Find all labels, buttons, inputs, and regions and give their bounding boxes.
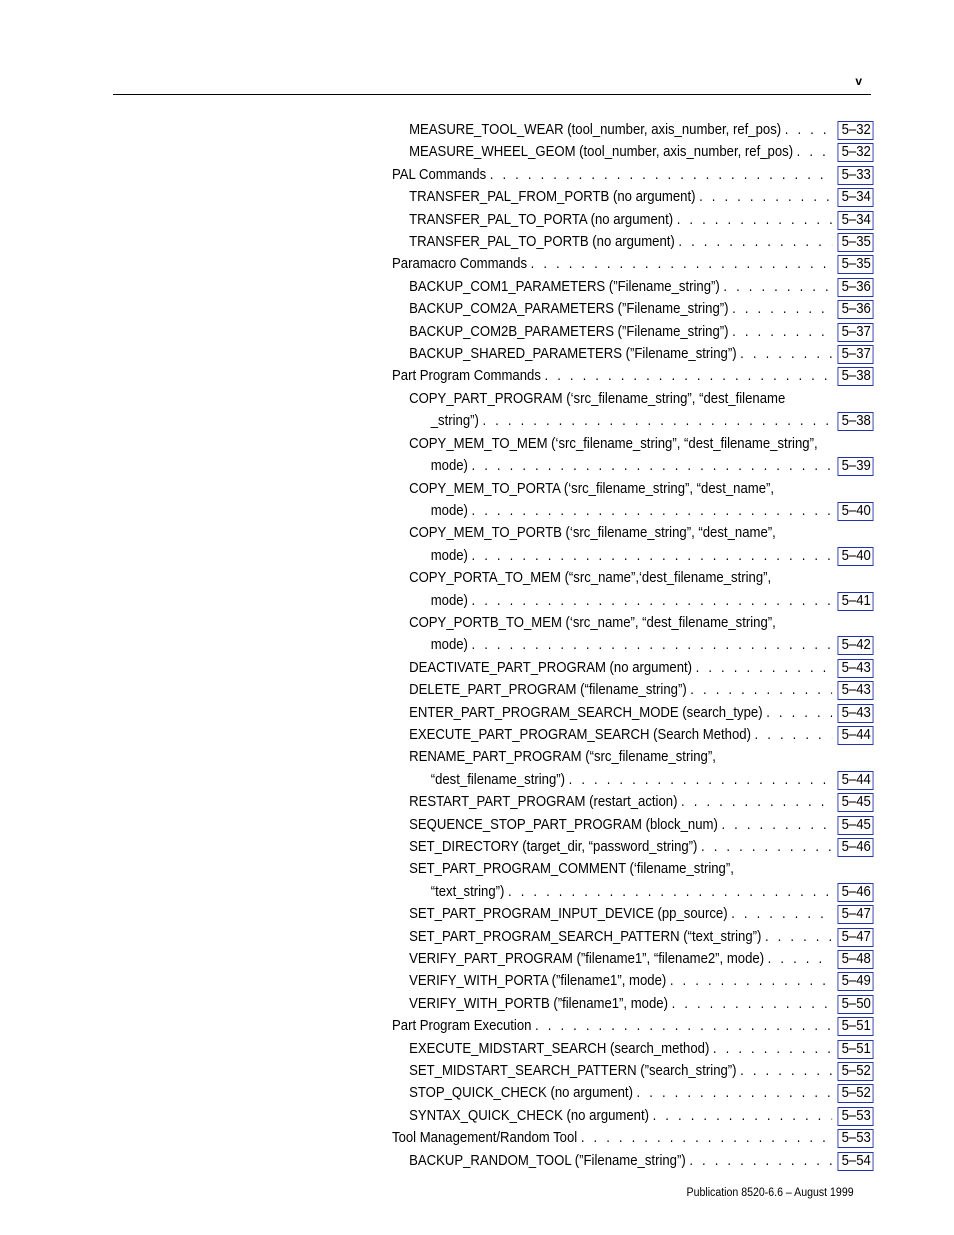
dot-leader [732, 298, 832, 320]
dot-leader [677, 209, 832, 231]
dot-leader [472, 455, 833, 477]
toc-entry-title: TRANSFER_PAL_TO_PORTB (no argument) [409, 234, 675, 251]
toc-entry-title: mode) [430, 502, 468, 519]
toc-entry-title: SET_PART_PROGRAM_SEARCH_PATTERN (“text_string”) [409, 928, 762, 945]
page-link[interactable]: 5–36 [838, 278, 874, 297]
dot-leader [672, 993, 833, 1015]
toc-entry[interactable] [392, 567, 874, 612]
dot-leader [482, 410, 832, 432]
dot-leader [713, 1038, 832, 1060]
page-link[interactable]: 5–43 [838, 704, 874, 723]
toc-entry-title: MEASURE_WHEEL_GEOM (tool_number, axis_number, ref_pos) [409, 144, 794, 161]
page-link[interactable]: 5–32 [838, 143, 874, 162]
toc-entry-title: COPY_MEM_TO_PORTB (‘src_filename_string”, “dest_name”, [409, 525, 776, 542]
dot-leader [581, 1127, 832, 1149]
dot-leader [765, 926, 832, 948]
toc-entry-title: SET_DIRECTORY (target_dir, “password_string”) [409, 839, 698, 855]
toc-entry-title: DELETE_PART_PROGRAM (“filename_string”) [409, 682, 687, 699]
toc-entry-title: “dest_filename_string”) [430, 771, 566, 788]
toc-entry[interactable] [392, 1150, 874, 1172]
toc-entry[interactable] [392, 433, 874, 478]
dot-leader [678, 231, 832, 253]
dot-leader [472, 545, 833, 567]
toc-entry-title: BACKUP_COM2A_PARAMETERS (”Filename_string”) [409, 301, 729, 318]
page-link[interactable]: 5–43 [838, 681, 874, 700]
dot-leader [690, 679, 832, 701]
toc-entry[interactable] [392, 321, 874, 343]
toc-entry-title: EXECUTE_MIDSTART_SEARCH (search_method) [409, 1040, 710, 1057]
toc-entry-title: VERIFY_WITH_PORTA (”filename1”, mode) [409, 973, 667, 990]
toc-entry[interactable] [392, 970, 874, 992]
toc-entry[interactable] [392, 1082, 874, 1104]
toc-entry-title: ENTER_PART_PROGRAM_SEARCH_MODE (search_type) [409, 704, 763, 721]
toc-entry[interactable] [392, 478, 874, 523]
toc-entry[interactable] [392, 1105, 874, 1127]
toc-entry[interactable] [392, 1060, 874, 1082]
page-link[interactable]: 5–32 [838, 121, 874, 140]
dot-leader [472, 590, 833, 612]
page-link[interactable]: 5–51 [838, 1017, 874, 1036]
toc-entry-title: Part Program Execution [392, 1018, 532, 1035]
toc-entry[interactable] [392, 746, 874, 791]
dot-leader [689, 1150, 832, 1172]
page-link[interactable]: 5–49 [838, 972, 874, 991]
page-link[interactable]: 5–47 [838, 928, 874, 947]
dot-leader [472, 500, 833, 522]
toc-entry-title: TRANSFER_PAL_TO_PORTA (no argument) [409, 211, 674, 228]
toc-entry[interactable] [392, 141, 874, 163]
page-link[interactable]: 5–48 [838, 950, 874, 969]
toc-entry-title: SYNTAX_QUICK_CHECK (no argument) [409, 1107, 650, 1124]
toc-entry[interactable] [392, 253, 874, 275]
dot-leader [696, 657, 832, 679]
page-link[interactable]: 5–40 [838, 502, 874, 521]
dot-leader [545, 365, 833, 387]
toc-entry[interactable] [392, 791, 874, 813]
toc-entry[interactable] [392, 858, 874, 903]
toc-entry[interactable] [392, 948, 874, 970]
toc-entry-title: BACKUP_RANDOM_TOOL (”Filename_string”) [409, 1152, 686, 1169]
page-link[interactable]: 5–45 [838, 793, 874, 812]
toc-entry[interactable] [392, 993, 874, 1015]
page-number: v [855, 74, 862, 88]
dot-leader [721, 814, 832, 836]
toc-entry-title: COPY_MEM_TO_PORTA (‘src_filename_string”, “dest_name”, [409, 480, 775, 497]
page-link[interactable]: 5–47 [838, 905, 874, 924]
header-rule [113, 94, 871, 95]
dot-leader [740, 343, 832, 365]
page-link[interactable]: 5–53 [838, 1107, 874, 1126]
toc-entry[interactable] [392, 814, 874, 836]
toc-entry-title: mode) [430, 592, 468, 609]
toc-entry-title: COPY_PORTA_TO_MEM (“src_name”,‘dest_filename_string”, [409, 570, 772, 587]
dot-leader [732, 321, 832, 343]
dot-leader [768, 948, 832, 970]
publication-footer: Publication 8520-6.6 – August 1999 [686, 1187, 854, 1199]
toc-entry[interactable] [392, 1038, 874, 1060]
page-link[interactable]: 5–54 [838, 1152, 874, 1171]
page-link[interactable]: 5–45 [838, 816, 874, 835]
toc-entry[interactable] [392, 926, 874, 948]
toc-entry[interactable] [392, 1015, 874, 1037]
toc-entry[interactable] [392, 231, 874, 253]
dot-leader [723, 276, 832, 298]
page-link[interactable]: 5–44 [838, 771, 874, 790]
toc-entry-title: PAL Commands [392, 166, 487, 183]
toc-entry[interactable] [392, 164, 874, 186]
toc-entry-title: SET_PART_PROGRAM_COMMENT (‘filename_string”, [409, 861, 734, 878]
toc-entry[interactable] [392, 612, 874, 657]
page-link[interactable]: 5–41 [838, 592, 874, 611]
toc-entry[interactable] [392, 836, 874, 858]
page-link[interactable]: 5–33 [838, 166, 874, 185]
toc-entry-title: mode) [430, 458, 468, 475]
dot-leader [701, 836, 832, 858]
page-link[interactable]: 5–35 [838, 233, 874, 252]
toc-entry[interactable] [392, 903, 874, 925]
toc-entry[interactable] [392, 209, 874, 231]
toc-entry-title: DEACTIVATE_PART_PROGRAM (no argument) [409, 659, 693, 676]
toc-entry-title: BACKUP_COM1_PARAMETERS (”Filename_string”) [409, 278, 720, 295]
page-link[interactable]: 5–43 [838, 659, 874, 678]
dot-leader [755, 724, 833, 746]
toc-entry[interactable] [392, 119, 874, 141]
dot-leader [508, 881, 832, 903]
toc-entry[interactable] [392, 724, 874, 746]
page-link[interactable]: 5–39 [838, 457, 874, 476]
page-link[interactable]: 5–46 [838, 883, 874, 902]
toc-entry-title: COPY_PART_PROGRAM (‘src_filename_string”, “dest_filename [409, 390, 786, 407]
page-link[interactable]: 5–44 [838, 726, 874, 745]
toc-entry-title: Part Program Commands [392, 368, 541, 385]
toc-entry-title: RESTART_PART_PROGRAM (restart_action) [409, 794, 678, 811]
toc-entry-title: BACKUP_SHARED_PARAMETERS (”Filename_string”) [409, 346, 737, 363]
toc-entry[interactable] [392, 679, 874, 701]
toc-entry[interactable] [392, 522, 874, 567]
toc-entry-title: Paramacro Commands [392, 256, 528, 273]
page-link[interactable]: 5–36 [838, 300, 874, 319]
toc-entry[interactable] [392, 702, 874, 724]
page-link[interactable]: 5–37 [838, 345, 874, 364]
page-link[interactable]: 5–34 [838, 188, 874, 207]
dot-leader [699, 186, 832, 208]
toc-entry-title: “text_string”) [430, 883, 505, 900]
page-link[interactable]: 5–34 [838, 211, 874, 230]
toc-entry[interactable] [392, 298, 874, 320]
dot-leader [740, 1060, 832, 1082]
toc-entry[interactable] [392, 1127, 874, 1149]
page-link[interactable]: 5–51 [838, 1040, 874, 1059]
toc-entry-title: _string”) [430, 413, 479, 430]
table-of-contents [392, 119, 874, 1172]
page-link[interactable]: 5–37 [838, 323, 874, 342]
page-link[interactable]: 5–38 [838, 367, 874, 386]
toc-entry-title: VERIFY_WITH_PORTB (”filename1”, mode) [409, 995, 668, 1012]
page-link[interactable]: 5–40 [838, 547, 874, 566]
toc-entry-title: EXECUTE_PART_PROGRAM_SEARCH (Search Method) [409, 726, 751, 743]
toc-entry[interactable] [392, 657, 874, 679]
dot-leader [670, 970, 832, 992]
dot-leader [797, 141, 832, 163]
page-link[interactable]: 5–46 [838, 838, 874, 857]
dot-leader [653, 1105, 832, 1127]
dot-leader [490, 164, 832, 186]
toc-entry-title: SET_MIDSTART_SEARCH_PATTERN (”search_string”) [409, 1063, 737, 1080]
page-link[interactable]: 5–38 [838, 412, 874, 431]
toc-entry-title: mode) [430, 547, 468, 564]
dot-leader [535, 1015, 832, 1037]
toc-entry-title: VERIFY_PART_PROGRAM (”filename1”, “filename2”, mode) [409, 951, 765, 968]
toc-entry-title: COPY_MEM_TO_MEM (‘src_filename_string”, “dest_filename_string”, [409, 435, 818, 452]
toc-entry-title: STOP_QUICK_CHECK (no argument) [409, 1085, 633, 1102]
toc-entry-title: Tool Management/Random Tool [392, 1130, 578, 1147]
toc-entry-title: SEQUENCE_STOP_PART_PROGRAM (block_num) [409, 816, 718, 833]
toc-entry[interactable] [392, 388, 874, 433]
dot-leader [637, 1082, 833, 1104]
dot-leader [531, 253, 832, 275]
toc-entry-title: MEASURE_TOOL_WEAR (tool_number, axis_number, ref_pos) [409, 122, 782, 138]
page-link[interactable]: 5–50 [838, 995, 874, 1014]
dot-leader [681, 791, 832, 813]
toc-entry-title: mode) [430, 637, 468, 654]
toc-entry-title: TRANSFER_PAL_FROM_PORTB (no argument) [409, 189, 696, 206]
toc-entry-title: COPY_PORTB_TO_MEM (‘src_name”, “dest_filename_string”, [409, 614, 776, 631]
page-link[interactable]: 5–42 [838, 636, 874, 655]
toc-entry-title: BACKUP_COM2B_PARAMETERS (”Filename_string”) [409, 323, 729, 340]
page-link[interactable]: 5–52 [838, 1062, 874, 1081]
toc-entry[interactable] [392, 365, 874, 387]
dot-leader [569, 769, 832, 791]
dot-leader [766, 702, 832, 724]
dot-leader [785, 119, 832, 141]
dot-leader [472, 634, 833, 656]
dot-leader [731, 903, 832, 925]
toc-entry[interactable] [392, 343, 874, 365]
toc-entry-title: RENAME_PART_PROGRAM (“src_filename_string”, [409, 749, 716, 766]
page-link[interactable]: 5–52 [838, 1084, 874, 1103]
page-link[interactable]: 5–35 [838, 255, 874, 274]
toc-entry[interactable] [392, 276, 874, 298]
toc-entry[interactable] [392, 186, 874, 208]
toc-entry-title: SET_PART_PROGRAM_INPUT_DEVICE (pp_source) [409, 906, 728, 923]
page-link[interactable]: 5–53 [838, 1129, 874, 1148]
